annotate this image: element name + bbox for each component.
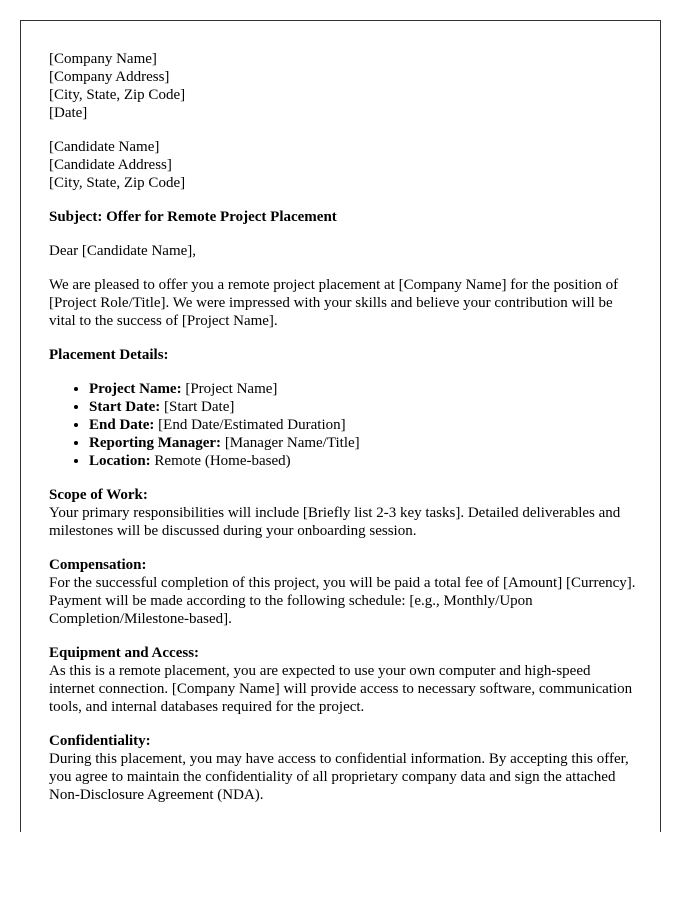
recipient-block xyxy=(49,138,639,192)
subject-line: Subject: Offer for Remote Project Placement xyxy=(49,209,337,225)
list-item xyxy=(89,380,639,398)
item-label: Location: xyxy=(89,453,151,469)
sender-block xyxy=(49,50,639,122)
list-item xyxy=(89,398,639,416)
confidentiality-section xyxy=(49,732,639,804)
candidate-name: [Candidate Name] xyxy=(49,139,160,155)
company-city: [City, State, Zip Code] xyxy=(49,87,186,103)
section-heading: Equipment and Access: xyxy=(49,645,200,661)
scope-section xyxy=(49,486,639,540)
candidate-address: [Candidate Address] xyxy=(49,157,172,173)
list-item xyxy=(89,452,639,470)
section-heading: Compensation: xyxy=(49,557,147,573)
intro-paragraph: We are pleased to offer you a remote project placement at [Company Name] for the position of [Project Role/Title]. We were impressed with your skills and believe your contribution will be vital to the success of [Project Name]. xyxy=(49,277,619,329)
section-heading: Scope of Work: xyxy=(49,487,148,503)
letter-body xyxy=(49,50,639,804)
company-name: [Company Name] xyxy=(49,51,157,67)
item-value: [Manager Name/Title] xyxy=(221,435,360,451)
item-value: [Project Name] xyxy=(181,381,278,397)
section-text: For the successful completion of this project, you will be paid a total fee of [Amount] [Currency]. Payment will be made according to the following schedule: [e.g., Monthly/Upon Completion/Milestone-based]. xyxy=(49,575,636,627)
greeting: Dear [Candidate Name], xyxy=(49,243,197,259)
item-label: Reporting Manager: xyxy=(89,435,222,451)
section-text: As this is a remote placement, you are expected to use your own computer and high-speed internet connection. [Company Name] will provide access to necessary software, communication tools, and internal databases required for the project. xyxy=(49,663,633,715)
letter-page xyxy=(20,20,661,832)
item-value: [End Date/Estimated Duration] xyxy=(154,417,346,433)
item-value: [Start Date] xyxy=(160,399,235,415)
equipment-section xyxy=(49,644,639,716)
list-item xyxy=(89,434,639,452)
item-label: End Date: xyxy=(89,417,155,433)
placement-heading: Placement Details: xyxy=(49,347,169,363)
letter-date: [Date] xyxy=(49,105,88,121)
section-text: Your primary responsibilities will include [Briefly list 2-3 key tasks]. Detailed deliverables and milestones will be discussed during your onboarding session. xyxy=(49,505,621,539)
item-label: Project Name: xyxy=(89,381,182,397)
item-value: Remote (Home-based) xyxy=(150,453,291,469)
company-address: [Company Address] xyxy=(49,69,170,85)
placement-list xyxy=(49,380,639,470)
section-text: During this placement, you may have access to confidential information. By accepting this offer, you agree to maintain the confidentiality of all proprietary company data and sign the attached Non-Disclosure Agreement (NDA). xyxy=(49,751,629,803)
candidate-city: [City, State, Zip Code] xyxy=(49,175,186,191)
compensation-section xyxy=(49,556,639,628)
item-label: Start Date: xyxy=(89,399,161,415)
list-item xyxy=(89,416,639,434)
section-heading: Confidentiality: xyxy=(49,733,151,749)
